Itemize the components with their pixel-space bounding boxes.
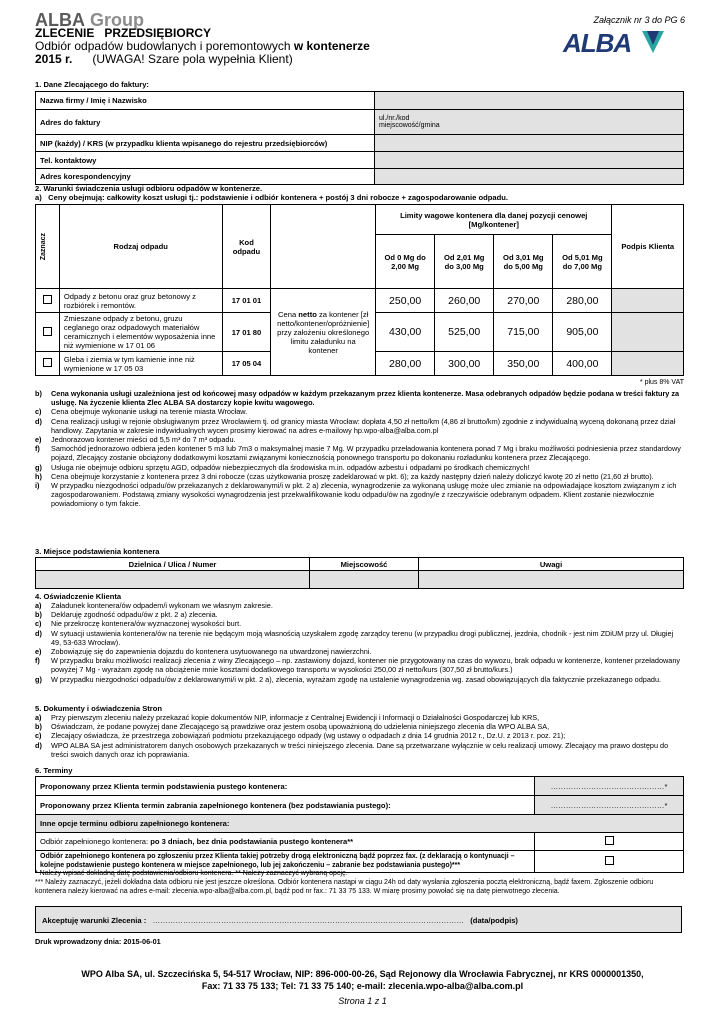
page-number: Strona 1 z 1 bbox=[338, 996, 387, 1006]
location-table bbox=[35, 557, 684, 589]
vat-note: * plus 8% VAT bbox=[639, 379, 684, 386]
alba-brand-logo: ALBA bbox=[563, 28, 632, 58]
option-on-request: Odbiór zapełnionego kontenera po zgłoszeniu przez Klienta takiej potrzeby drogą elektroniczną bądź poprzez fax. (z deklaracją o kontynuacji – kolejne podstawienie pustego kontenera w miejsce zapełnionego, lub jej zakończeniu – zabranie bez podstawiania pustego)*** bbox=[36, 851, 535, 873]
pickup-date-field[interactable]: ………………………………………* bbox=[535, 796, 684, 815]
row2-checkbox[interactable] bbox=[43, 358, 52, 367]
price-note: Cena netto za kontener [zł netto/kontener/opróżnienie] przy założeniu określonego limitu załadunku na kontener bbox=[271, 289, 376, 376]
price-2-2: 350,00 bbox=[494, 352, 553, 376]
section2a-text: a) Ceny obejmują: całkowity koszt usługi tj.: podstawienie i odbiór kontenera + postój 3 dni robocze + zagospodarowanie odpadu. bbox=[35, 193, 509, 202]
term-f: f) Samochód jednorazowo odbiera jeden kontener 5 m3 lub 7m3 o maksymalnej masie 7 Mg. W przypadku przeładowania kontenera ponad 7 Mg i braku możliwości podniesienia przez standardowy pojazd, Zlecający zostanie obciążony dodatkowymi kosztami związanymi koniecznością ponownego transportu po dokonaniu rozładunku kontenera przez Zlecającego. bbox=[35, 444, 681, 463]
row1-checkbox[interactable] bbox=[43, 327, 52, 336]
waste-code-1: 17 01 80 bbox=[222, 313, 271, 352]
delivery-date-field[interactable]: ………………………………………* bbox=[535, 777, 684, 796]
col-notes: Uwagi bbox=[419, 558, 684, 571]
nip-krs-label: NIP (każdy) / KRS (w przypadku klienta wpisanego do rejestru przedsiębiorców) bbox=[36, 135, 375, 152]
section5-heading: 5. Dokumenty i oświadczenia Stron bbox=[35, 704, 163, 713]
price-2-1: 300,00 bbox=[435, 352, 494, 376]
documents-statements: a) Przy pierwszym zleceniu należy przekazać kopie dokumentów NIP, informacje z Centralnej Ewidencji i Informacji o Działalności Gospodarczej lub KRS, b) Oświadczam, że podane powyżej dane Zlecającego są prawdziwe oraz jestem osobą upoważnioną do udzielenia niniejszego zlecenia dla WPO ALBA SA, c) Zlecający oświadcza, że przestrzega zobowiązań podmiotu przekazującego odpady (wg ustawy o odpadach z dnia 14 grudnia 2012 r., Dz.U. z 2013 r. poz. 21); d) WPO ALBA SA jest administratorem danych osobowych przekazanych w treści niniejszego zlecenia. Dane są przetwarzane wyłącznie w celu realizacji umowy. Zlecający ma prawo dostępu do treści swoich danych oraz ich poprawiania. bbox=[35, 713, 669, 759]
term-b: b) Cena wykonania usługi uzależniona jest od końcowej masy odpadów w każdym przekazanym przez klienta kontenerze. Masa odebranych odpadów będzie podana w treści faktury za usługę. Na życzenie klienta Zlec ALBA SA dostarczy kopie kwitu wagowego. bbox=[35, 389, 680, 408]
price-2-3: 400,00 bbox=[553, 352, 612, 376]
invoice-address-field[interactable]: ul./nr./kod miejscowość/gmina bbox=[375, 110, 684, 135]
section4-heading: 4. Oświadczenie Klienta bbox=[35, 592, 122, 601]
delivery-date-label: Proponowany przez Klienta termin podstawienia pustego kontenera: bbox=[36, 777, 535, 796]
section2-heading: 2. Warunki świadczenia usługi odbioru odpadów w kontenerze. bbox=[35, 184, 263, 193]
range-2: Od 3,01 Mg do 5,00 Mg bbox=[494, 235, 553, 289]
price-0-3: 280,00 bbox=[553, 289, 612, 313]
term-d: d) Cena realizacji usługi w rejonie obsługiwanym przez Wrocławiem tj. od granicy miasta Wrocław: dopłata 4,50 zł netto/km (4,86 zł brutto/km) zgodnie z indywidualną wyceną dokonaną przez dział handlowy. Zapytania w zakresie indywidualnych wycen prosimy kierować na adres e-mailowy hp.wpo-alba@alba.com.pl bbox=[35, 416, 676, 435]
price-1-2: 715,00 bbox=[494, 313, 553, 352]
waste-code-0: 17 01 01 bbox=[222, 289, 271, 313]
invoice-data-table bbox=[35, 91, 684, 185]
company-footer: WPO Alba SA, ul. Szczecińska 5, 54-517 Wrocław, NIP: 896-000-00-26, Sąd Rejonowy dla Wrocławia Fabrycznej, nr KRS 0000001350, Fax: 71 33 75 133; Tel: 71 33 75 140; e-mail: zlecenia.wpo-alba@alba.com.pl bbox=[81, 969, 644, 991]
annex-label: Załącznik nr 3 do PG 6 bbox=[593, 15, 685, 25]
range-0: Od 0 Mg do 2,00 Mg bbox=[376, 235, 435, 289]
form-title: ZLECENIE PRZEDSIĘBIORCY Odbiór odpadów budowlanych i poremontowych w kontenerze 2015 r. (UWAGA! Szare pola wypełnia Klient) bbox=[35, 26, 370, 66]
nip-krs-field[interactable] bbox=[375, 135, 684, 152]
company-name-field[interactable] bbox=[375, 92, 684, 110]
notes-field[interactable] bbox=[419, 571, 684, 589]
option-3-days: Odbiór zapełnionego kontenera: po 3 dniach, bez dnia podstawiania pustego kontenera** bbox=[36, 833, 535, 851]
waste-desc-0: Odpady z betonu oraz gruz betonowy z rozbiórek i remontów. bbox=[59, 289, 222, 313]
street-field[interactable] bbox=[36, 571, 310, 589]
waste-desc-2: Gleba i ziemia w tym kamienie inne niż wymienione w 17 05 03 bbox=[59, 352, 222, 376]
print-date: Druk wprowadzony dnia: 2015-06-01 bbox=[35, 937, 161, 946]
term-e: e) Jednorazowo kontener mieści od 5,5 m³ do 7 m³ odpadu. bbox=[35, 435, 236, 445]
signature-field-1[interactable] bbox=[612, 313, 684, 352]
signature-field-2[interactable] bbox=[612, 352, 684, 376]
invoice-address-label: Adres do faktury bbox=[36, 110, 375, 135]
waste-desc-1: Zmieszane odpady z betonu, gruzu ceglanego oraz odpadowych materiałów ceramicznych i elementów wyposażenia inne niż wymienione w 17 01 06 bbox=[59, 313, 222, 352]
alba-group-logo: ALBA Group bbox=[35, 10, 145, 30]
terms-notes: * Należy wpisać dokładną datę podstawienia/odbioru kontenera. ** Należy zaznaczyć wybraną opcję. *** Należy zaznaczyć, jeżeli dokładna data odbioru nie jest jeszcze określona. Odbiór kontenera nastąpi w ciągu 24h od daty wysłania zgłoszenia pocztą elektroniczną, bądź faxem. Zgłoszenie odbioru kontenera należy kierować na adres e-mail: zlecenia.wpo-alba@alba.com.pl, bądź pod nr fax.: 71 33 75 133. W miarę prosimy powołać się na datę pierwotnego zlecenia. bbox=[35, 870, 654, 895]
terms-list bbox=[35, 389, 685, 509]
waste-code-2: 17 05 04 bbox=[222, 352, 271, 376]
price-1-0: 430,00 bbox=[376, 313, 435, 352]
city-field[interactable] bbox=[310, 571, 419, 589]
range-3: Od 5,01 Mg do 7,00 Mg bbox=[553, 235, 612, 289]
phone-field[interactable] bbox=[375, 152, 684, 169]
pickup-date-label: Proponowany przez Klienta termin zabrania zapełnionego kontenera (bez podstawiania pustego): bbox=[36, 796, 535, 815]
mail-address-field[interactable] bbox=[375, 169, 684, 185]
col-street: Dzielnica / Ulica / Numer bbox=[36, 558, 310, 571]
range-1: Od 2,01 Mg do 3,00 Mg bbox=[435, 235, 494, 289]
section1-heading: 1. Dane Zlecającego do faktury: bbox=[35, 80, 149, 89]
price-0-1: 260,00 bbox=[435, 289, 494, 313]
col-zaznacz: Zaznacz bbox=[40, 232, 47, 261]
term-h: h) Cena obejmuje korzystanie z kontenera przez 3 dni robocze (czas użytkowania proszę zadeklarować w pkt. 6); za każdy następny dzień należy doliczyć kwotę 20 zł netto (21,60 zł brutto). bbox=[35, 471, 654, 481]
price-1-3: 905,00 bbox=[553, 313, 612, 352]
price-0-2: 270,00 bbox=[494, 289, 553, 313]
price-1-1: 525,00 bbox=[435, 313, 494, 352]
row0-checkbox[interactable] bbox=[43, 295, 52, 304]
term-g: g) Usługa nie obejmuje odbioru sprzętu AGD, odpadów niebezpiecznych dla środowiska m.in. odpadów azbestu i odpadami po środkach chemicznych! bbox=[35, 462, 530, 472]
col-city: Miejscowość bbox=[310, 558, 419, 571]
col-waste-type: Rodzaj odpadu bbox=[59, 205, 222, 289]
section3-heading: 3. Miejsce podstawienia kontenera bbox=[35, 547, 160, 556]
section6-heading: 6. Terminy bbox=[35, 766, 73, 775]
client-statements: a) Załadunek kontenera/ów odpadem/i wykonam we własnym zakresie. b) Deklaruję zgodność odpadu/ów z pkt. 2 a) zlecenia. c) Nie przekroczę kontenera/ów wyznaczonej wysokości burt. d) W sytuacji ustawienia kontenera/ów na terenie nie będącym moją własnością uzyskałem zgodę zarządcy terenu (w przypadku drogi publicznej, jezdnia, chodnik - jest nim ZDiUM przy ul. Długiej 49, 53-633 Wrocław). e) Zobowiązuję się do zapewnienia dojazdu do kontenera usytuowanego na utwardzonej nawierzchni. f) W przypadku braku możliwości realizacji zlecenia z winy Zlecającego – np. zastawiony dojazd, kontener nie przygotowany na czas do wywozu, brak odpadu w kontenerze, kontener przeładowany powyżej 7 Mg - wyrażam zgodę na obciążenie mnie kosztami dodatkowego transportu w wysokości 250,00 zł netto/kurs (307,50 zł brutto/kurs.) g) W przypadku niezgodności odpadu/ów z deklarowanymi/i w pkt. 2 a), zlecenia, wyrażam zgodę na ustalenie wynagrodzenia wg. zasad obowiązujących dla faktycznie przekazanego odpadu. bbox=[35, 601, 681, 684]
accept-terms-box[interactable]: Akceptuję warunki Zlecenia : …………………………………………………………………………………………………………… (data/podpis) bbox=[35, 906, 682, 933]
alba-v-icon bbox=[640, 29, 666, 55]
other-options-label: Inne opcje terminu odbioru zapełnionego kontenera: bbox=[36, 815, 684, 833]
col-waste-code: Kod odpadu bbox=[222, 205, 271, 289]
signature-field-0[interactable] bbox=[612, 289, 684, 313]
term-c: c) Cena obejmuje wykonanie usługi na terenie miasta Wrocław. bbox=[35, 407, 248, 417]
col-weight-limits: Limity wagowe kontenera dla danej pozycji cenowej [Mg/kontener] bbox=[376, 205, 612, 235]
phone-label: Tel. kontaktowy bbox=[36, 152, 375, 169]
term-i: i) W przypadku niezgodności odpadu/ów przekazanych z deklarowanymi/i w pkt. 2 a) zlecenia, wynagrodzenie za wykonaną usługę może ulec zmianie na odpowiadające kosztom związanym z ich zagospodarowaniem. Podstawą zmiany wysokości wynagrodzenia jest przekwalifikowanie kodu odpadu/ów na zgodny/e z rzeczywiście odebranym odpadem. Klient zostanie niezwłocznie powiadomiony o tym fakcie. bbox=[35, 481, 677, 509]
option-3-days-checkbox[interactable] bbox=[605, 836, 614, 845]
terms-table bbox=[35, 776, 684, 873]
mail-address-label: Adres korespondencyjny bbox=[36, 169, 375, 185]
option-on-request-checkbox[interactable] bbox=[605, 856, 614, 865]
price-table bbox=[35, 204, 684, 376]
price-2-0: 280,00 bbox=[376, 352, 435, 376]
company-name-label: Nazwa firmy / Imię i Nazwisko bbox=[36, 92, 375, 110]
col-client-signature: Podpis Klienta bbox=[612, 205, 684, 289]
price-0-0: 250,00 bbox=[376, 289, 435, 313]
